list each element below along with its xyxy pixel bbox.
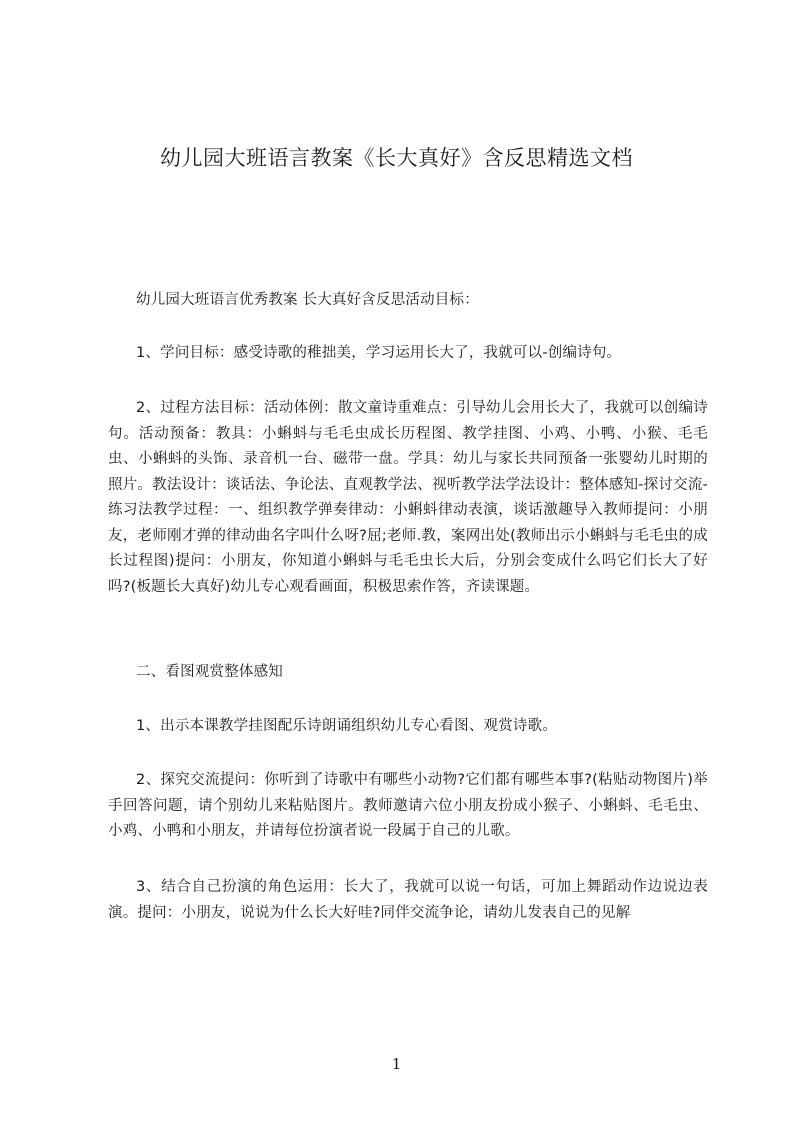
paragraph-explore-exchange: 2、探究交流提问：你听到了诗歌中有哪些小动物?它们都有哪些本事?(粘贴动物图片)举手回答问题，请个别幼儿来粘贴图片。教师邀请六位小朋友扮成小猴子、小蝌蚪、毛毛虫、小鸡、小鸭和小朋友，并请每位扮演者说一段属于自己的儿歌。 xyxy=(108,772,708,839)
page-number: 1 xyxy=(391,1055,402,1073)
paragraph-intro: 幼儿园大班语言优秀教案 长大真好含反思活动目标： xyxy=(136,292,479,308)
section-heading-observe: 二、看图观赏整体感知 xyxy=(136,664,283,680)
document-title: 幼儿园大班语言教案《长大真好》含反思精选文档 xyxy=(160,146,633,170)
paragraph-process-goal: 2、过程方法目标：活动体例：散文童诗重难点：引导幼儿会用长大了，我就可以创编诗句。活动预备：教具：小蝌蚪与毛毛虫成长历程图、教学挂图、小鸡、小鸭、小猴、毛毛虫、小蝌蚪的头饰、录音机一台、磁带一盘。学具：幼儿与家长共同预备一张婴幼儿时期的照片。教法设计：谈话法、争论法、直观教学法、视听教学法学法设计：整体感知-探讨交流-练习法教学过程：一、组织教学弹奏律动：小蝌蚪律动表演，谈话激趣导入教师提问：小朋友，老师刚才弹的律动曲名字叫什么呀?屈;老师.教，案网出处(教师出示小蝌蚪与毛毛虫的成长过程图)提问：小朋友，你知道小蝌蚪与毛毛虫长大后，分别会变成什么吗它们长大了好吗?(板题长大真好)幼儿专心观看画面，积极思索作答，齐读课题。 xyxy=(108,400,708,595)
paragraph-role-play: 3、结合自己扮演的角色运用：长大了，我就可以说一句话，可加上舞蹈动作边说边表演。提问：小朋友，说说为什么长大好哇?同伴交流争论，请幼儿发表自己的见解 xyxy=(108,879,708,921)
paragraph-show-chart: 1、出示本课教学挂图配乐诗朗诵组织幼儿专心看图、观赏诗歌。 xyxy=(136,718,558,734)
paragraph-knowledge-goal: 1、学问目标：感受诗歌的稚拙美，学习运用长大了，我就可以-创编诗句。 xyxy=(136,345,622,361)
